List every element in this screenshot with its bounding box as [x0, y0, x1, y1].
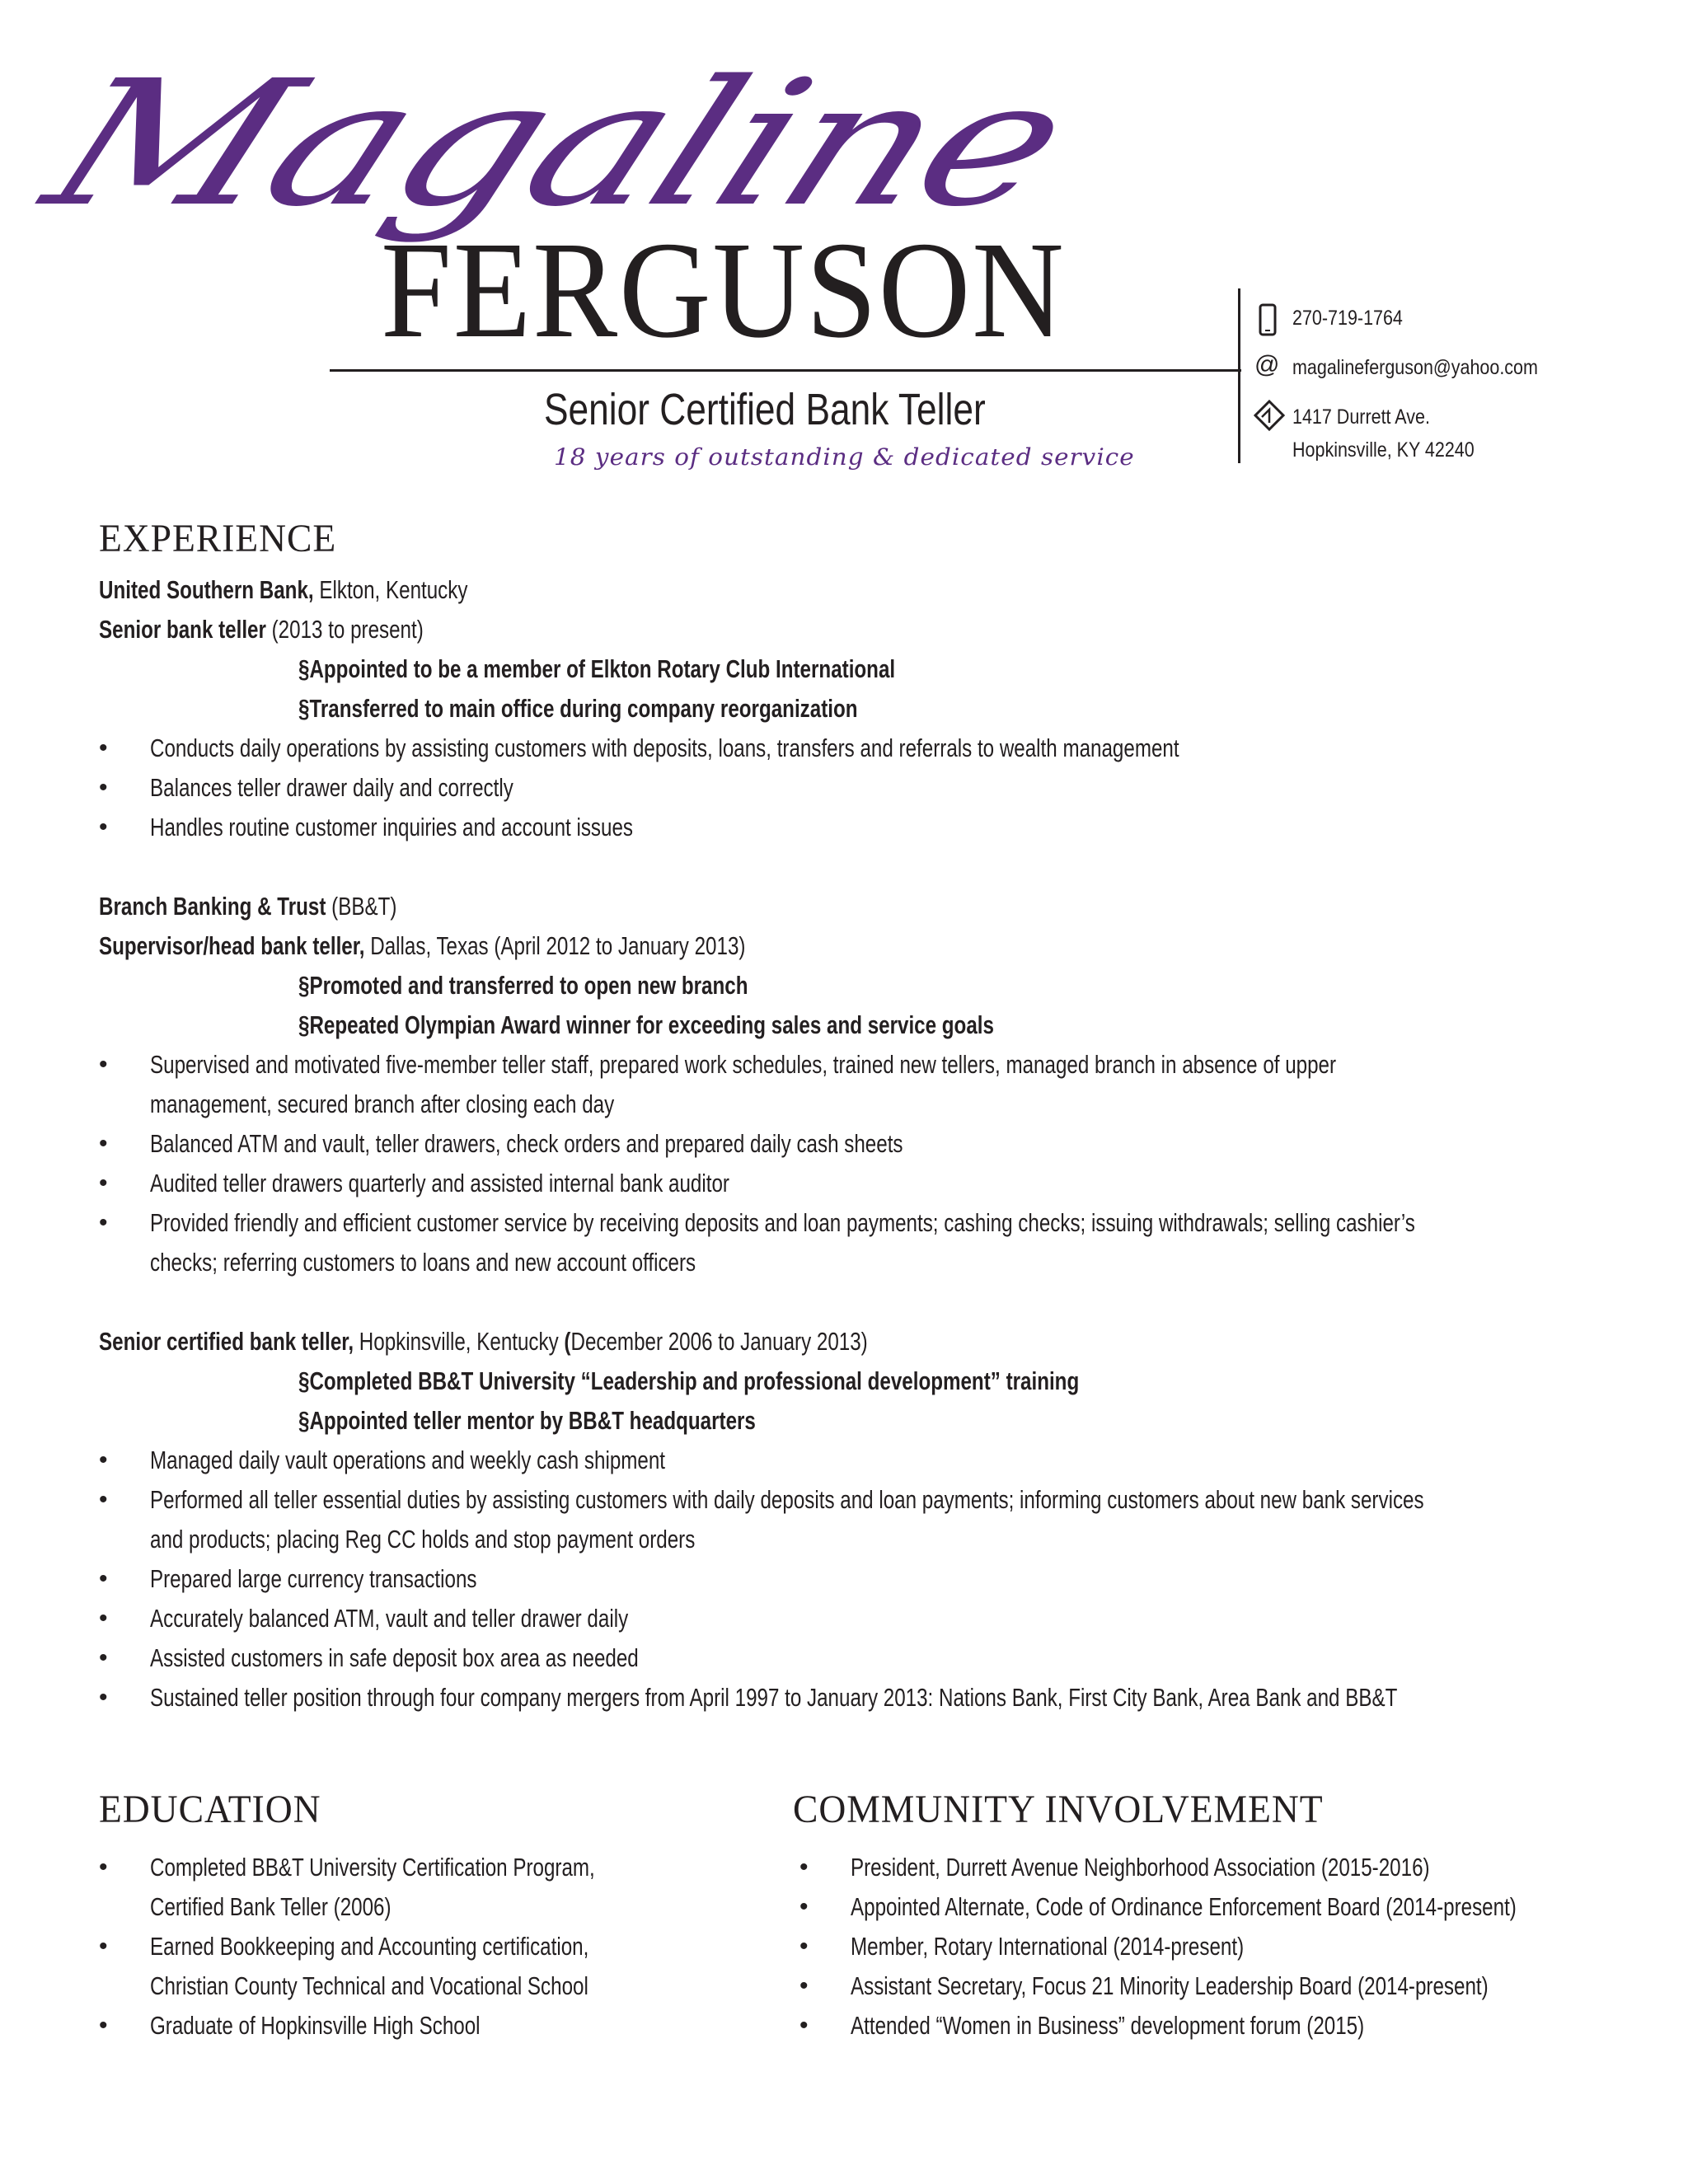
job2-bullet-continued: checks; referring customers to loans and new account officers	[150, 1248, 696, 1277]
bullet-icon: •	[99, 1684, 108, 1711]
bullet-icon: •	[99, 1854, 108, 1881]
community-item: Assistant Secretary, Focus 21 Minority Leadership Board (2014-present)	[851, 1971, 1489, 2000]
bullet-icon: •	[99, 1933, 108, 1960]
community-item: Member, Rotary International (2014-present)	[851, 1932, 1245, 1961]
job3-role-line	[99, 1329, 868, 1354]
job3-paren: (	[564, 1327, 571, 1356]
community-heading: COMMUNITY INVOLVEMENT	[793, 1788, 1324, 1831]
community-item: President, Durrett Avenue Neighborhood Association (2015-2016)	[851, 1853, 1430, 1882]
job3-role: Senior certified bank teller,	[99, 1327, 354, 1356]
job1-employer: United Southern Bank,	[99, 575, 314, 604]
at-icon: @	[1254, 351, 1280, 378]
tagline: 18 years of outstanding & dedicated service	[554, 443, 1135, 471]
bullet-icon: •	[99, 1169, 108, 1197]
job2-highlight: §Promoted and transferred to open new branch	[298, 971, 748, 1000]
bullet-icon: •	[799, 1854, 809, 1881]
job1-bullet: Handles routine customer inquiries and account issues	[150, 813, 634, 841]
education-item-continued: Certified Bank Teller (2006)	[150, 1892, 392, 1921]
job2-bullet: Balanced ATM and vault, teller drawers, check orders and prepared daily cash sheets	[150, 1129, 903, 1158]
job3-bullet: Sustained teller position through four company mergers from April 1997 to January 2013: Nations Bank, First City Bank, Area Bank and BB&T	[150, 1683, 1398, 1712]
job1-employer-line	[99, 577, 467, 602]
job2-details: Dallas, Texas (April 2012 to January 2013)	[364, 931, 746, 960]
first-name-script: Magaline	[21, 43, 1095, 245]
experience-heading: EXPERIENCE	[99, 517, 337, 560]
bullet-icon: •	[99, 1486, 108, 1513]
job2-role: Supervisor/head bank teller,	[99, 931, 365, 960]
job-title: Senior Certified Bank Teller	[544, 385, 986, 434]
job2-bullet: Audited teller drawers quarterly and assisted internal bank auditor	[150, 1169, 729, 1197]
education-heading: EDUCATION	[99, 1788, 321, 1831]
community-item: Attended “Women in Business” development forum (2015)	[851, 2011, 1365, 2040]
bullet-icon: •	[99, 1605, 108, 1632]
job1-role-line	[99, 616, 424, 642]
job3-bullet: Prepared large currency transactions	[150, 1564, 477, 1593]
bullet-icon: •	[99, 1051, 108, 1078]
bullet-icon: •	[99, 1446, 108, 1474]
bullet-icon: •	[99, 1209, 108, 1236]
job1-highlight: §Appointed to be a member of Elkton Rotary Club International	[298, 654, 896, 683]
job3-bullet: Managed daily vault operations and weekly cash shipment	[150, 1446, 666, 1474]
bullet-icon: •	[99, 774, 108, 801]
job2-employer: Branch Banking & Trust	[99, 892, 326, 921]
bullet-icon: •	[799, 2012, 809, 2039]
job3-location: Hopkinsville, Kentucky	[354, 1327, 565, 1356]
job1-bullet: Conducts daily operations by assisting customers with deposits, loans, transfers and referrals to wealth management	[150, 733, 1179, 762]
header-divider-horizontal	[330, 369, 1241, 372]
job1-role: Senior bank teller	[99, 615, 266, 644]
address-line-2: Hopkinsville, KY 42240	[1292, 438, 1475, 462]
job3-highlight: §Appointed teller mentor by BB&T headquarters	[298, 1406, 756, 1435]
job3-bullet: Performed all teller essential duties by assisting customers with daily deposits and loan payments; informing customers about new bank services	[150, 1485, 1424, 1514]
education-item-continued: Christian County Technical and Vocational School	[150, 1971, 588, 2000]
bullet-icon: •	[99, 1644, 108, 1671]
bullet-icon: •	[99, 2012, 108, 2039]
job3-bullet-continued: and products; placing Reg CC holds and stop payment orders	[150, 1525, 696, 1554]
address-line-1: 1417 Durrett Ave.	[1292, 405, 1430, 429]
job3-highlight: §Completed BB&T University “Leadership and professional development” training	[298, 1366, 1080, 1395]
education-item: Completed BB&T University Certification Program,	[150, 1853, 595, 1882]
bullet-icon: •	[799, 1893, 809, 1920]
job2-employer-line	[99, 893, 396, 919]
location-icon	[1253, 399, 1286, 436]
job1-location: Elkton, Kentucky	[313, 575, 468, 604]
job1-dates: (2013 to present)	[265, 615, 424, 644]
header-divider-vertical	[1238, 288, 1240, 463]
job2-bullet: Supervised and motivated five-member teller staff, prepared work schedules, trained new tellers, managed branch in absence of upper	[150, 1050, 1337, 1079]
bullet-icon: •	[99, 734, 108, 762]
phone-number[interactable]: 270-719-1764	[1292, 307, 1403, 330]
job1-highlight: §Transferred to main office during company reorganization	[298, 694, 858, 723]
job3-dates: December 2006 to January 2013)	[570, 1327, 868, 1356]
bullet-icon: •	[799, 1972, 809, 1999]
job2-highlight: §Repeated Olympian Award winner for exceeding sales and service goals	[298, 1010, 994, 1039]
job3-bullet: Accurately balanced ATM, vault and teller drawer daily	[150, 1604, 629, 1633]
job2-bullet: Provided friendly and efficient customer service by receiving deposits and loan payments; cashing checks; issuing withdrawals; selling cashier’s	[150, 1208, 1415, 1237]
job1-bullet: Balances teller drawer daily and correctly	[150, 773, 513, 802]
phone-icon	[1259, 303, 1277, 340]
bullet-icon: •	[99, 1130, 108, 1157]
last-name: FERGUSON	[381, 213, 1066, 367]
job2-role-line	[99, 933, 745, 958]
bullet-icon: •	[99, 1565, 108, 1592]
email-address[interactable]: magalineferguson@yahoo.com	[1292, 356, 1538, 379]
education-item: Graduate of Hopkinsville High School	[150, 2011, 481, 2040]
education-item: Earned Bookkeeping and Accounting certification,	[150, 1932, 589, 1961]
bullet-icon: •	[99, 813, 108, 841]
job2-bullet-continued: management, secured branch after closing each day	[150, 1090, 615, 1118]
job3-bullet: Assisted customers in safe deposit box area as needed	[150, 1643, 639, 1672]
bullet-icon: •	[799, 1933, 809, 1960]
community-item: Appointed Alternate, Code of Ordinance Enforcement Board (2014-present)	[851, 1892, 1517, 1921]
job2-employer-abbr: (BB&T)	[326, 892, 397, 921]
